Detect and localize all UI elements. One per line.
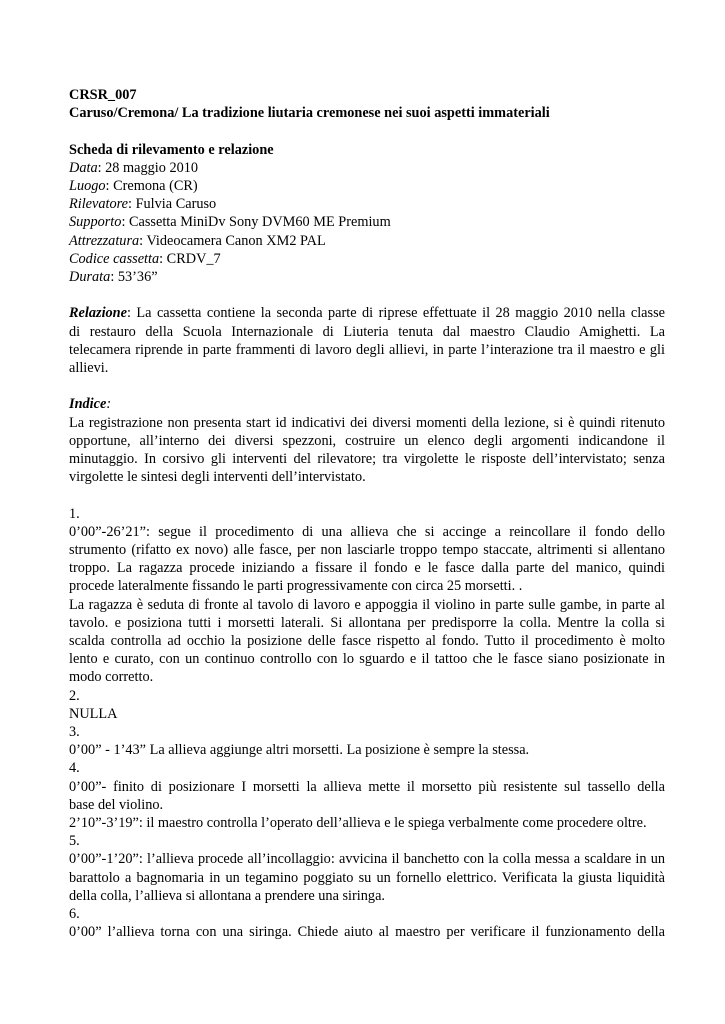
- scheda-title: Scheda di rilevamento e relazione: [69, 141, 274, 158]
- entry-number: 1.: [69, 505, 80, 522]
- paragraph-line: telecamera riprende in parte frammenti di lavoro degli allievi, in parte l’interazione tra il maestro e gli: [69, 341, 665, 358]
- entry-line: tavolo. e posiziona tutti i morsetti laterali. Si allontana per predisporre la colla. Mentre la colla si: [69, 614, 665, 631]
- entry-line: NULLA: [69, 705, 118, 722]
- field-value: : 28 maggio 2010: [97, 159, 199, 176]
- entry-line: lento e curato, con un continuo controllo con lo sguardo e il tattoo che le fasce siano posizionate in: [69, 651, 665, 668]
- entry-number: 6.: [69, 906, 80, 923]
- spacer: [69, 286, 665, 304]
- field-data: [69, 159, 665, 177]
- relazione-label: Relazione: [69, 305, 127, 322]
- entry-line: della colla, l’allieva si allontana a prendere una siringa.: [69, 887, 385, 904]
- entry-line: 0’00” - 1’43” La allieva aggiunge altri morsetti. La posizione è sempre la stessa.: [69, 742, 530, 759]
- entry-line: 0’00” l’allieva torna con una siringa. Chiede aiuto al maestro per verificare il funzionamento della: [69, 924, 665, 941]
- entries-list: [69, 505, 665, 942]
- indice-colon: :: [106, 396, 112, 413]
- relazione-paragraph: [69, 304, 665, 377]
- paragraph-line: virgolette le sintesi degli interventi dell’intervistato.: [69, 469, 366, 486]
- paragraph-line: opportune, all’interno dei diversi spezzoni, costruire un elenco degli argomenti indicandone il: [69, 432, 665, 449]
- entry-line: barattolo a bagnomaria in un tegamino poggiato su un fornello elettrico. Verificata la giusta liquidità: [69, 869, 665, 886]
- field-supporto: [69, 213, 665, 231]
- spacer: [69, 122, 665, 140]
- field-label: Attrezzatura: [69, 232, 140, 249]
- entry-line: base del violino.: [69, 796, 164, 813]
- indice-label: Indice: [69, 396, 107, 413]
- document-code: CRSR_007: [69, 87, 137, 103]
- field-value: : Cremona (CR): [105, 178, 198, 194]
- spacer: [69, 377, 665, 395]
- field-label: Supporto: [69, 214, 122, 231]
- field-value: : Videocamera Canon XM2 PAL: [139, 232, 326, 249]
- document-subtitle: Caruso/Cremona/ La tradizione liutaria cremonese nei suoi aspetti immateriali: [69, 105, 550, 122]
- relazione-text: : La cassetta contiene la seconda parte di riprese effettuate il 28 maggio 2010 nella classe: [126, 305, 665, 322]
- scheda-fields: [69, 159, 665, 286]
- entry-number: 4.: [69, 760, 80, 777]
- field-rilevatore: [69, 195, 665, 213]
- entry-line: troppo. La ragazza procede iniziando a fissare il fondo e le fasce dalla parte del manico, quindi: [69, 560, 665, 577]
- spacer: [69, 486, 665, 504]
- field-value: : 53’36”: [110, 269, 158, 286]
- paragraph-line: di restauro della Scuola Internazionale di Liuteria tenuta dal maestro Claudio Amighetti. La: [69, 323, 665, 340]
- field-value: : Fulvia Caruso: [128, 196, 217, 213]
- field-label: Luogo: [69, 178, 106, 194]
- field-luogo: [69, 177, 665, 195]
- paragraph-line: La registrazione non presenta start id indicativi dei diversi momenti della lezione, si è quindi ritenuto: [69, 414, 665, 431]
- entry-number: 5.: [69, 833, 80, 850]
- field-durata: [69, 268, 665, 286]
- paragraph-line: [69, 304, 665, 322]
- field-label: Data: [69, 159, 98, 176]
- field-codice-cassetta: [69, 250, 665, 268]
- entry-line: 2’10”-3’19”: il maestro controlla l’operato dell’allieva e le spiega verbalmente come procedere oltre.: [69, 815, 647, 832]
- entry-line: modo corretto.: [69, 669, 154, 686]
- field-label: Durata: [69, 269, 111, 286]
- indice-section: [69, 395, 665, 486]
- field-label: Codice cassetta: [69, 250, 160, 267]
- entry-number: 2.: [69, 687, 80, 704]
- field-value: : CRDV_7: [159, 250, 221, 267]
- paragraph-line: minutaggio. In corsivo gli interventi del rilevatore; tra virgolette le risposte dell’intervistato; senza: [69, 451, 665, 468]
- entry-line: 0’00”- finito di posizionare I morsetti la allieva mette il morsetto più resistente sul tassello della: [69, 778, 665, 795]
- entry-line: procede lateralmente fissando le parti progressivamente con circa 25 morsetti. .: [69, 578, 523, 595]
- entry-line: scalda controlla ad occhio la posizione delle fasce rispetto al fondo. Tutto il procedimento è molto: [69, 633, 665, 650]
- field-value: : Cassetta MiniDv Sony DVM60 ME Premium: [121, 214, 391, 231]
- entry-line: 0’00”-26’21”: segue il procedimento di una allieva che si accinge a reincollare il fondo dello: [69, 523, 665, 540]
- field-attrezzatura: [69, 232, 665, 250]
- entry-line: La ragazza è seduta di fronte al tavolo di lavoro e appoggia il violino in parte sulle gambe, in parte al: [69, 596, 665, 613]
- entry-line: strumento (rifatto ex novo) alle fasce, per non lasciarle troppo tempo staccate, altrimenti si allentano: [69, 542, 665, 559]
- entry-line: 0’00”-1’20”: l’allieva procede all’incollaggio: avvicina il banchetto con la colla messa a scaldare in un: [69, 851, 665, 868]
- indice-heading: [69, 395, 665, 413]
- paragraph-line: allievi.: [69, 360, 109, 377]
- field-label: Rilevatore: [69, 196, 129, 213]
- entry-number: 3.: [69, 724, 80, 741]
